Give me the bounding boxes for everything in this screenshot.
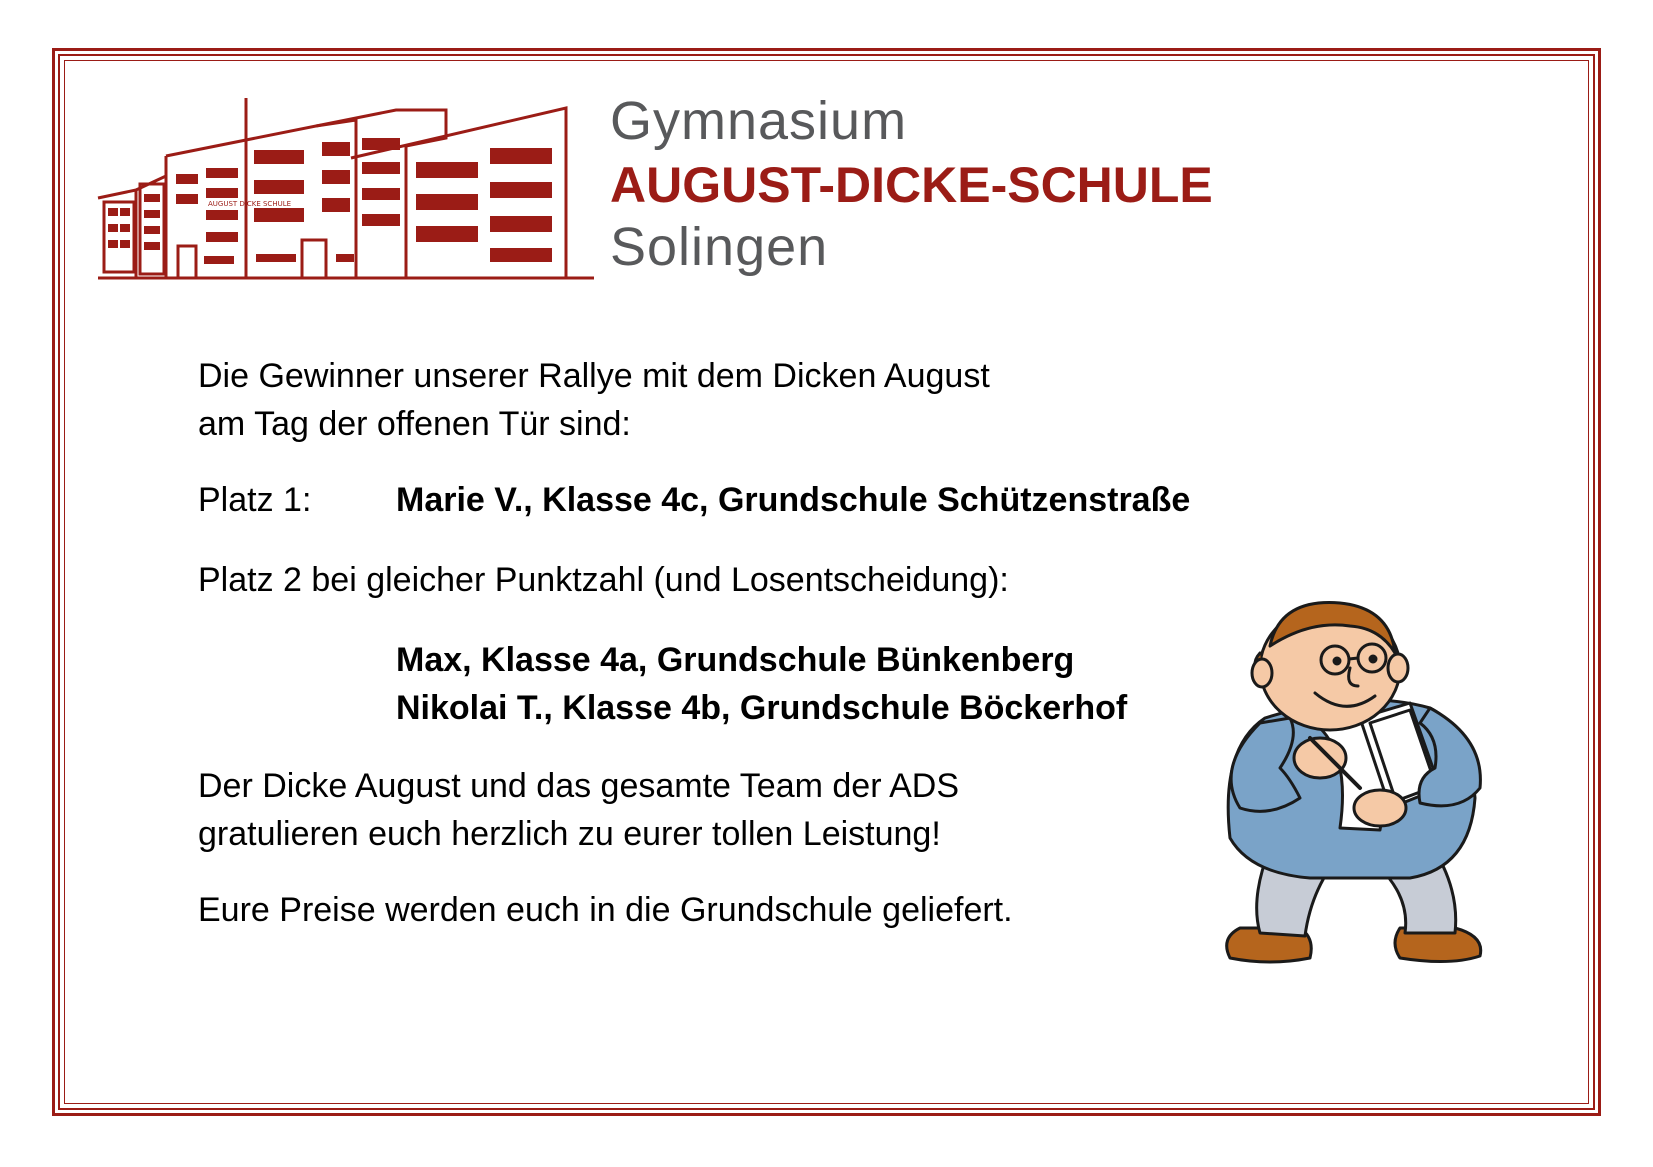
intro-line-2: am Tag der offenen Tür sind:	[198, 405, 631, 443]
logo-gymnasium: Gymnasium	[610, 91, 908, 151]
logo-school-name: AUGUST-DICKE-SCHULE	[610, 157, 1213, 213]
building-sign: AUGUST DICKE SCHULE	[208, 200, 292, 208]
intro-line-1: Die Gewinner unserer Rallye mit dem Dicken August	[198, 357, 990, 395]
congrats-line-1: Der Dicke August und das gesamte Team der ADS	[198, 767, 959, 805]
school-logo-text	[610, 91, 1213, 277]
intro-paragraph	[198, 352, 990, 448]
logo-city: Solingen	[610, 217, 829, 277]
place-2-winner-1: Max, Klasse 4a, Grundschule Bünkenberg	[396, 641, 1075, 679]
place-2-label: Platz 2 bei gleicher Punktzahl (und Losentscheidung):	[198, 561, 1009, 599]
closing-line: Eure Preise werden euch in die Grundschule geliefert.	[198, 891, 1013, 929]
congrats-paragraph	[198, 762, 959, 858]
place-2-winner-2: Nikolai T., Klasse 4b, Grundschule Böckerhof	[396, 689, 1128, 727]
place-1-winner: Marie V., Klasse 4c, Grundschule Schützenstraße	[396, 481, 1191, 519]
place-1-row	[198, 476, 1190, 524]
place-1-label: Platz 1:	[198, 481, 312, 519]
cartoon-man-with-book-icon	[1210, 598, 1510, 988]
place-2-winners	[198, 636, 1127, 732]
school-building-logo-icon	[96, 98, 596, 283]
congrats-line-2: gratulieren euch herzlich zu eurer tollen Leistung!	[198, 815, 941, 853]
